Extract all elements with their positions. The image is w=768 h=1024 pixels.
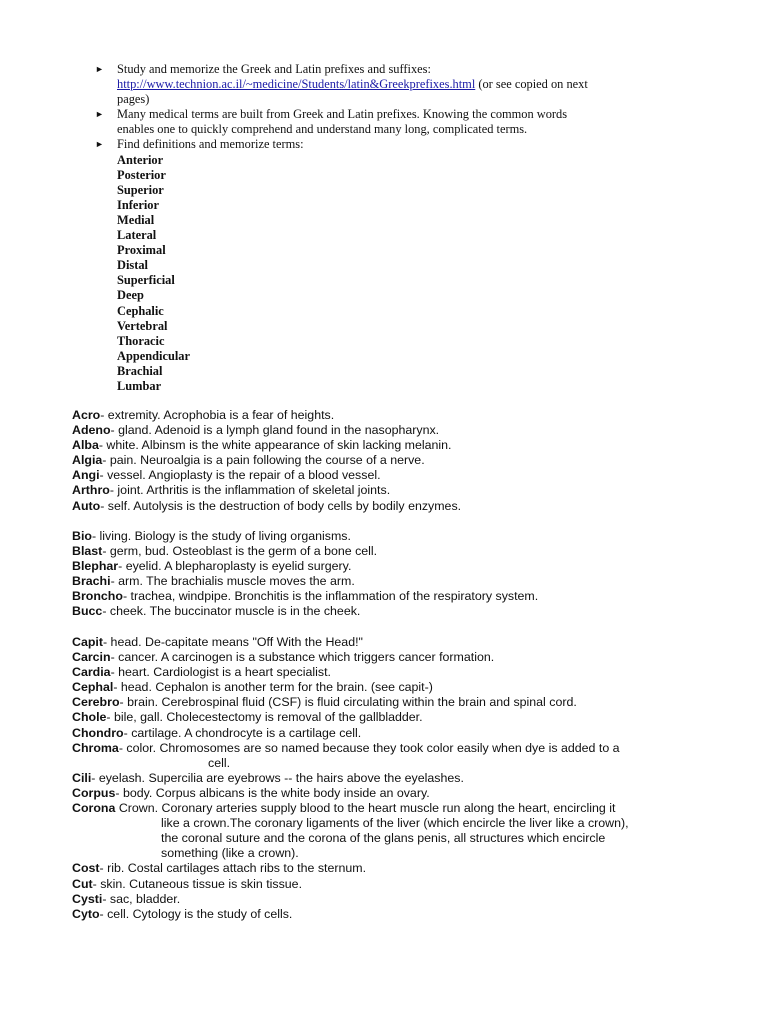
prefix-term: Cardia	[72, 665, 111, 680]
prefix-term: Chroma	[72, 740, 119, 755]
prefix-term: Chondro	[72, 725, 124, 740]
prefix-term: Cili	[72, 770, 92, 785]
prefix-definition: - gland. Adenoid is a lymph gland found in the nasopharynx.	[110, 423, 440, 438]
bullet-1-link-line	[117, 77, 715, 92]
prefix-definition: Crown. Coronary arteries supply blood to the heart muscle run along the heart, encircling it	[115, 801, 616, 816]
prefix-term: Blephar	[72, 559, 119, 574]
prefix-definition-continued: something (like a crown).	[161, 846, 299, 861]
prefix-term: Arthro	[72, 483, 110, 498]
prefix-entry	[72, 589, 732, 604]
prefix-entry	[72, 741, 732, 756]
prefix-entry	[72, 453, 732, 468]
prefix-section-c	[72, 635, 732, 922]
prefix-entry	[72, 604, 732, 619]
prefix-definition: - germ, bud. Osteoblast is the germ of a bone cell.	[102, 544, 378, 559]
prefix-section-a	[72, 408, 732, 514]
prefix-definition: - eyelash. Supercilia are eyebrows -- the hairs above the eyelashes.	[91, 770, 464, 785]
prefix-term: Cost	[72, 861, 100, 876]
bullet-1-line3: pages)	[117, 92, 150, 107]
prefix-term: Alba	[72, 438, 99, 453]
prefix-definition: - brain. Cerebrospinal fluid (CSF) is fluid circulating within the brain and spinal cord.	[119, 695, 577, 710]
prefix-term: Brachi	[72, 574, 111, 589]
prefix-definition: - body. Corpus albicans is the white body inside an ovary.	[115, 785, 430, 800]
prefix-entry	[72, 544, 732, 559]
prefix-definition: - pain. Neuroalgia is a pain following the course of a nerve.	[102, 453, 425, 468]
prefix-definition: - trachea, windpipe. Bronchitis is the inflammation of the respiratory system.	[122, 589, 539, 604]
prefix-entry	[72, 438, 732, 453]
prefix-entry	[72, 559, 732, 574]
arrow-bullet-icon: ►	[95, 64, 104, 74]
prefix-term: Cysti	[72, 891, 103, 906]
prefix-definition: - head. Cephalon is another term for the brain. (see capit-)	[113, 680, 433, 695]
prefix-definition: - extremity. Acrophobia is a fear of heights.	[100, 408, 335, 422]
prefix-entry	[72, 499, 732, 514]
prefix-definition: - arm. The brachialis muscle moves the arm.	[110, 574, 355, 589]
prefix-definition: - color. Chromosomes are so named because they took color easily when dye is added to a	[118, 740, 620, 755]
term-item: Superior	[117, 182, 164, 197]
prefix-entry	[72, 726, 732, 741]
term-item: Distal	[117, 258, 148, 273]
prefix-definition: - cheek. The buccinator muscle is in the cheek.	[102, 604, 361, 619]
prefix-term: Cephal	[72, 680, 114, 695]
term-item: Lateral	[117, 228, 157, 243]
prefix-entry	[72, 710, 732, 725]
term-item: Medial	[117, 212, 155, 227]
prefix-term: Corpus	[72, 785, 116, 800]
prefix-entry	[72, 635, 732, 650]
term-item: Appendicular	[117, 348, 190, 363]
prefix-entry	[72, 529, 732, 544]
prefix-definition: - living. Biology is the study of living organisms.	[91, 529, 351, 543]
prefix-definition: - joint. Arthritis is the inflammation of skeletal joints.	[109, 483, 391, 498]
prefix-term: Algia	[72, 453, 103, 468]
term-item: Anterior	[117, 152, 164, 167]
prefix-entry	[72, 877, 732, 892]
prefixes-link[interactable]: http://www.technion.ac.il/~medicine/Students/latin&Greekprefixes.html	[117, 77, 476, 92]
prefix-entry	[72, 665, 732, 680]
prefix-definition: - head. De-capitate means "Off With the Head!"	[102, 635, 363, 649]
prefix-definition: - eyelid. A blepharoplasty is eyelid surgery.	[118, 559, 352, 574]
prefix-term: Cyto	[72, 906, 100, 921]
prefix-entry	[72, 574, 732, 589]
arrow-bullet-icon: ►	[95, 109, 104, 120]
prefix-definition-continued: like a crown.The coronary ligaments of the liver (which encircle the liver like a crown),	[161, 816, 629, 831]
bullet-2-line1: Many medical terms are built from Greek and Latin prefixes. Knowing the common words	[117, 107, 568, 122]
prefix-term: Auto	[72, 498, 101, 513]
prefix-entry	[72, 483, 732, 498]
bullet-2-line2: enables one to quickly comprehend and understand many long, complicated terms.	[117, 122, 528, 137]
term-item: Deep	[117, 288, 144, 303]
prefix-definition: - cancer. A carcinogen is a substance which triggers cancer formation.	[110, 650, 495, 665]
prefix-entry	[72, 695, 732, 710]
prefix-entry	[72, 423, 732, 438]
prefix-term: Cerebro	[72, 695, 120, 710]
term-item: Proximal	[117, 243, 166, 258]
prefix-definition: - sac, bladder.	[102, 891, 181, 906]
prefix-definition: - rib. Costal cartilages attach ribs to the sternum.	[99, 861, 367, 876]
prefix-entry	[72, 408, 732, 423]
prefix-term: Acro	[72, 408, 101, 422]
prefix-entry	[72, 907, 732, 922]
prefix-definition: - vessel. Angioplasty is the repair of a blood vessel.	[99, 468, 381, 483]
prefix-definition: - self. Autolysis is the destruction of body cells by bodily enzymes.	[100, 498, 462, 513]
bullet-3	[95, 137, 715, 394]
prefix-term: Carcin	[72, 650, 111, 665]
terms-list	[117, 153, 715, 395]
term-item: Thoracic	[117, 333, 165, 348]
prefix-definition: - skin. Cutaneous tissue is skin tissue.	[92, 876, 303, 891]
prefix-term: Blast	[72, 544, 103, 559]
prefix-term: Capit	[72, 635, 103, 649]
prefix-definition: - heart. Cardiologist is a heart specialist.	[110, 665, 331, 680]
prefix-entry	[72, 771, 732, 786]
prefix-definition-continued: cell.	[208, 755, 231, 770]
term-item: Brachial	[117, 363, 163, 378]
prefix-entry	[72, 861, 732, 876]
prefix-definition: - bile, gall. Cholecestectomy is removal of the gallbladder.	[106, 710, 423, 725]
prefix-term: Adeno	[72, 423, 111, 438]
prefix-term: Bucc	[72, 604, 103, 619]
prefix-term: Chole	[72, 710, 107, 725]
term-item: Vertebral	[117, 318, 168, 333]
prefix-entry	[72, 680, 732, 695]
term-item: Cephalic	[117, 303, 164, 318]
term-item: Inferior	[117, 197, 159, 212]
term-item: Posterior	[117, 167, 166, 182]
bullet-2	[95, 107, 715, 137]
bullet-1	[95, 62, 715, 107]
term-item: Lumbar	[117, 378, 162, 393]
prefix-term: Angi	[72, 468, 100, 483]
prefix-entry	[72, 468, 732, 483]
prefix-term: Corona	[72, 801, 116, 816]
prefix-definition: - cell. Cytology is the study of cells.	[99, 906, 293, 921]
prefix-term: Cut	[72, 876, 93, 891]
prefix-entry	[72, 801, 732, 816]
prefix-entry	[72, 786, 732, 801]
term-item: Superficial	[117, 273, 175, 288]
prefix-section-b	[72, 529, 732, 620]
bullet-3-text: Find definitions and memorize terms:	[117, 137, 304, 152]
prefix-term: Broncho	[72, 589, 123, 604]
arrow-bullet-icon: ►	[95, 139, 104, 150]
bullet-1-after: (or see copied on next	[475, 77, 588, 92]
intro-bullets	[95, 62, 715, 394]
prefix-term: Bio	[72, 529, 92, 543]
prefix-entry	[72, 892, 732, 907]
bullet-1-text: Study and memorize the Greek and Latin prefixes and suffixes:	[117, 62, 431, 76]
prefix-entry	[72, 650, 732, 665]
prefix-definition: - cartilage. A chondrocyte is a cartilage cell.	[123, 725, 362, 740]
prefix-definition: - white. Albinsm is the white appearance of skin lacking melanin.	[98, 438, 452, 453]
prefix-definition-continued: the coronal suture and the corona of the glans penis, all structures which encircle	[161, 831, 606, 846]
